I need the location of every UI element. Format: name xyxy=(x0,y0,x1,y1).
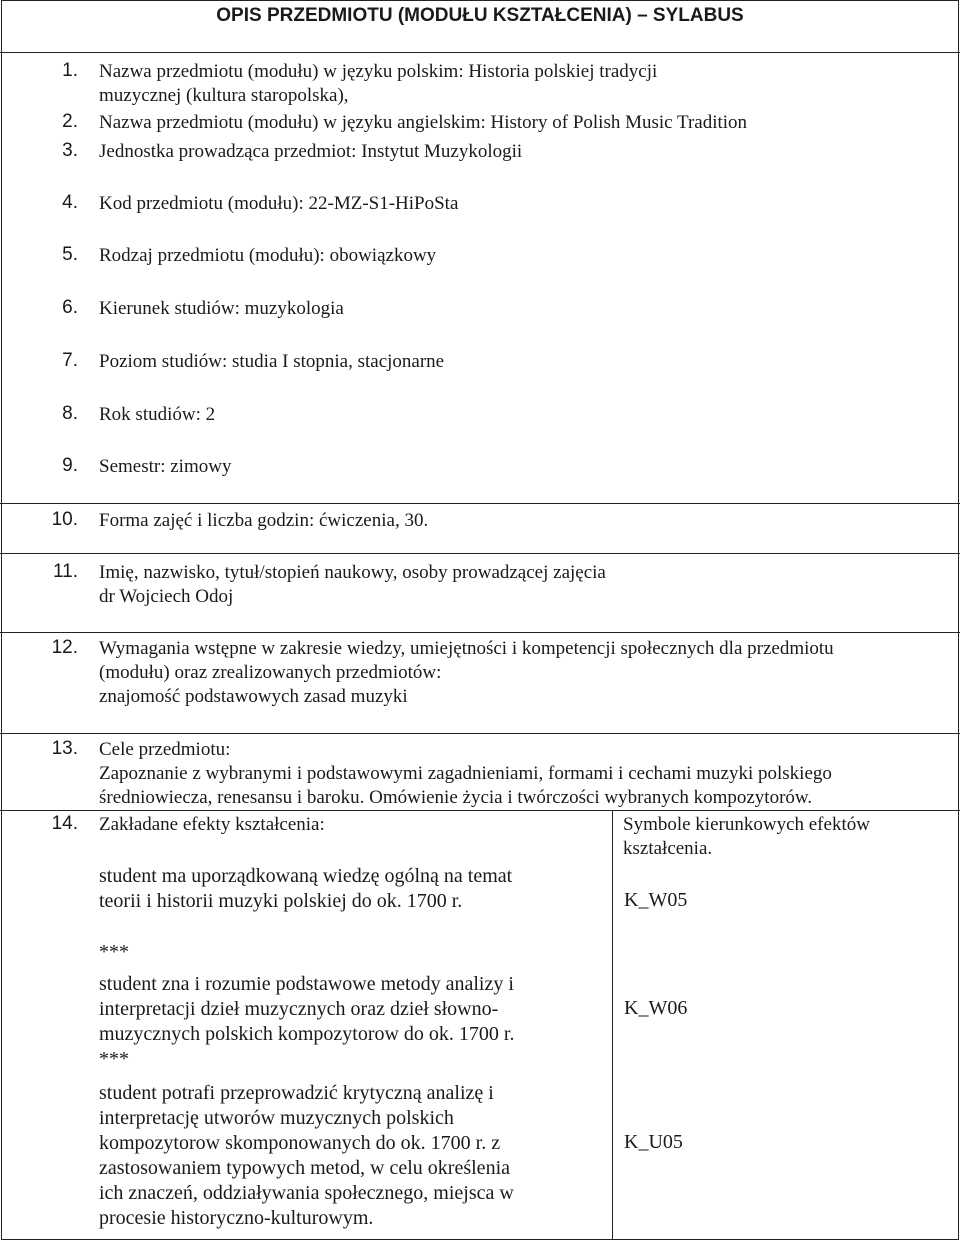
item-number: 12. xyxy=(51,637,78,658)
item-line: średniowiecza, renesansu i baroku. Omówienie życia i twórczości wybranych kompozytorów. xyxy=(99,787,813,808)
item-line: Kierunek studiów: muzykologia xyxy=(99,298,344,319)
item-number: 10. xyxy=(51,509,78,530)
item-number: 3. xyxy=(62,140,78,161)
learning-outcome xyxy=(99,864,604,914)
item-line: Nazwa przedmiotu (modułu) w języku angielskim: History of Polish Music Tradition xyxy=(99,112,748,133)
outcomes-heading: Zakładane efekty kształcenia: xyxy=(99,814,325,835)
symbols-heading xyxy=(623,813,953,861)
item-number: 4. xyxy=(62,192,78,213)
outcome-line: student zna i rozumie podstawowe metody analizy i xyxy=(99,973,514,995)
item-line: muzycznej (kultura staropolska), xyxy=(99,85,349,106)
item-text xyxy=(99,637,949,709)
row-divider xyxy=(0,52,960,53)
item-text xyxy=(99,60,949,108)
item-text xyxy=(99,561,949,609)
item-line: Cele przedmiotu: xyxy=(99,739,231,760)
syllabus-table xyxy=(1,0,959,1240)
outcome-line: muzycznych polskich kompozytorow do ok. 1700 r. xyxy=(99,1023,515,1045)
outcome-line: student potrafi przeprowadzić krytyczną analizę i xyxy=(99,1082,494,1104)
item-number: 11. xyxy=(52,561,78,582)
item-number: 7. xyxy=(62,350,78,371)
item-number: 9. xyxy=(62,455,78,476)
outcome-symbol: K_U05 xyxy=(624,1131,683,1153)
item-line: Forma zajęć i liczba godzin: ćwiczenia, 30. xyxy=(99,510,429,531)
learning-outcome xyxy=(99,1081,604,1231)
item-line: Wymagania wstępne w zakresie wiedzy, umiejętności i kompetencji społecznych dla przedmiotu xyxy=(99,638,834,659)
item-line: (modułu) oraz zrealizowanych przedmiotów: xyxy=(99,662,442,683)
item-line: Kod przedmiotu (modułu): 22-MZ-S1-HiPoSta xyxy=(99,193,459,214)
item-number: 14. xyxy=(51,813,78,834)
outcome-line: ich znaczeń, oddziaływania społecznego, miejsca w xyxy=(99,1182,514,1204)
item-line: Poziom studiów: studia I stopnia, stacjonarne xyxy=(99,351,445,372)
row-divider xyxy=(0,553,960,554)
column-divider xyxy=(612,810,613,1240)
outcome-line: procesie historyczno-kulturowym. xyxy=(99,1207,374,1229)
item-line: Semestr: zimowy xyxy=(99,456,232,477)
item-line: Rodzaj przedmiotu (modułu): obowiązkowy xyxy=(99,245,437,266)
item-number: 8. xyxy=(62,403,78,424)
symbols-heading-line: Symbole kierunkowych efektów xyxy=(623,814,870,835)
outcome-symbol: K_W06 xyxy=(624,997,688,1019)
item-number: 2. xyxy=(62,111,78,132)
symbols-heading-line: kształcenia. xyxy=(623,838,713,859)
outcome-symbol: K_W05 xyxy=(624,889,688,911)
outcome-line: interpretacji dzieł muzycznych oraz dzieł słowno- xyxy=(99,998,499,1020)
item-line: Rok studiów: 2 xyxy=(99,404,216,425)
item-line: Nazwa przedmiotu (modułu) w języku polskim: Historia polskiej tradycji xyxy=(99,61,658,82)
separator: *** xyxy=(99,1048,129,1070)
outcome-line: interpretację utworów muzycznych polskich xyxy=(99,1107,454,1129)
item-line: Jednostka prowadząca przedmiot: Instytut Muzykologii xyxy=(99,141,523,162)
learning-outcome xyxy=(99,972,604,1047)
page-title: OPIS PRZEDMIOTU (MODUŁU KSZTAŁCENIA) – SYLABUS xyxy=(216,5,744,26)
row-divider xyxy=(0,733,960,734)
item-line: Imię, nazwisko, tytuł/stopień naukowy, osoby prowadzącej zajęcia xyxy=(99,562,606,583)
outcome-line: kompozytorow skomponowanych do ok. 1700 r. z xyxy=(99,1132,501,1154)
item-line: Zapoznanie z wybranymi i podstawowymi zagadnieniami, formami i cechami muzyki polskiego xyxy=(99,763,832,784)
outcome-line: teorii i historii muzyki polskiej do ok. 1700 r. xyxy=(99,890,463,912)
row-divider xyxy=(0,503,960,504)
item-number: 6. xyxy=(62,297,78,318)
item-number: 5. xyxy=(62,244,78,265)
item-line: znajomość podstawowych zasad muzyki xyxy=(99,686,408,707)
lecturer-name: dr Wojciech Odoj xyxy=(99,586,234,607)
item-number: 1. xyxy=(62,60,78,81)
row-divider xyxy=(0,810,960,811)
row-divider xyxy=(0,632,960,633)
outcome-line: student ma uporządkowaną wiedzę ogólną na temat xyxy=(99,865,513,887)
item-number: 13. xyxy=(51,738,78,759)
outcome-line: zastosowaniem typowych metod, w celu określenia xyxy=(99,1157,510,1179)
item-text xyxy=(99,738,949,810)
separator: *** xyxy=(99,941,129,963)
